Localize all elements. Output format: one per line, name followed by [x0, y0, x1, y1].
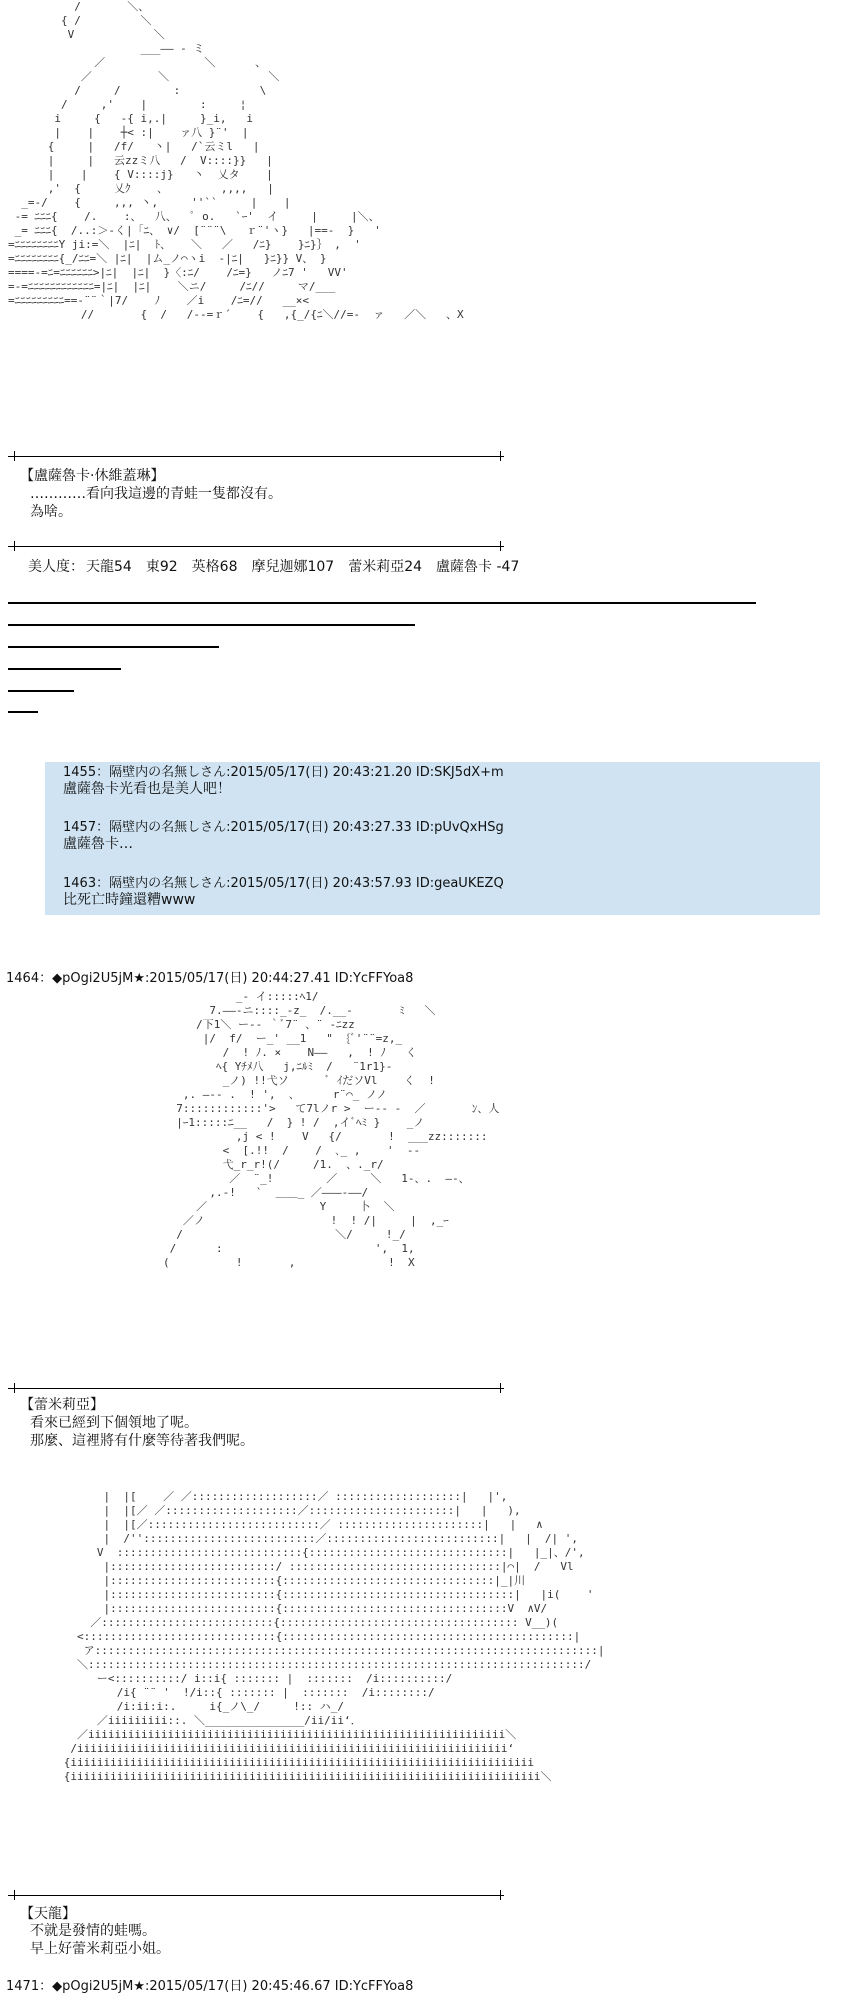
ascii-art-panel-1: / ＼、 { / ＼ V ＼ ___—— - ミ ／ ＼ 、 ／ ＼ ＼ / / : \ / ,' | : ¦ i { ‐{ i,.| }_i, i | | ┼< :| ァ八 }¨' | { | /f/ 丶| /`云ミl | | | 云zzミ八 / V::::}} | | | { V::::j} 丶 乂タ | ,' { 乂ｸ 、 ,,,, | _=‐/ { ,,, 丶, ''`` | | -= ﾆﾆﾆ{ /. :、 八、 ﾟ o. `ｰ' イ | |＼、 _= ﾆﾆﾆ{ /..:＞‐く|「ﾆ、 ∨/ [¨¨¨\ ｒ¨'ヽ} |==‐ } ' =ﾆﾆﾆﾆﾆﾆﾆﾆY ji:=＼ |ﾆ| ﾄ、 ＼ ／ /ﾆ} }ﾆ}｝ , ' =ﾆﾆﾆﾆﾆﾆﾆﾆ{_/ﾆﾆ=＼ |ﾆ| |ム_ノ⌒ヽi ‐|ﾆ| }ﾆ}} V、 } ====‐=ﾆ=ﾆﾆﾆﾆﾆﾆ>|ﾆ| |ﾆ| }〈:ﾆ/ /ﾆ=} ノﾆ7 ' VV' =‐=ﾆﾆﾆﾆﾆﾆﾆﾆﾆﾆﾆﾆ=|ﾆ| |ﾆ| ＼ニ/ /ﾆ// マ/___ =ﾆﾆﾆﾆﾆﾆﾆﾆﾆ==‐¨¨｀|7/ ﾉ ／i /ﾆ=// __×< // { / /‐‐=ｒ´ { ,{_/{ﾆ＼//=‐ ァ ／＼ 、X: [8, 0, 464, 321]
divider-tick-left: [14, 541, 15, 551]
divider-tick-left: [14, 451, 15, 461]
speaker-label: 【盧薩魯卡·休維蓋琳】: [20, 468, 165, 484]
graph-bar: [8, 602, 756, 604]
graph-bar: [8, 646, 219, 648]
graph-bar: [8, 668, 121, 670]
panel-divider: [8, 546, 504, 547]
stat-tianlong: 天龍54: [86, 559, 132, 575]
stat-dong: 東92: [145, 559, 178, 575]
comment-header: 1463：隔壁内の名無しさん:2015/05/17(日) 20:43:57.93 ID:geaUKEZQ: [63, 876, 504, 891]
dialogue-line: 早上好蕾米莉亞小姐。: [30, 1941, 170, 1957]
stat-morgana: 摩兒迦娜107: [251, 559, 335, 575]
stat-remilia: 蕾米莉亞24: [348, 559, 423, 575]
comment-body: 盧薩魯卡光看也是美人吧！: [63, 781, 231, 797]
speaker-label: 【蕾米莉亞】: [20, 1397, 104, 1413]
panel-divider: [8, 1895, 504, 1896]
dialogue-line: 不就是發情的蛙嗎。: [30, 1923, 156, 1939]
post-header: 1464：◆pOgi2U5jM★:2015/05/17(日) 20:44:27.41 ID:YcFFYoa8: [6, 971, 414, 986]
stat-label: 美人度：: [28, 559, 84, 575]
panel-divider: [8, 456, 504, 457]
post-header: 1471：◆pOgi2U5jM★:2015/05/17(日) 20:45:46.67 ID:YcFFYoa8: [6, 1979, 414, 1994]
speaker-label: 【天龍】: [20, 1906, 76, 1922]
ascii-art-remilia: _- イ:::::ﾍ1/ 7.――-ニ::::_-z_ /.__- ﾐ ＼ /下1＼ ー-- ｀ﾞ7¨ 、¨ ‐ﾆzz |/ f/ ー_' __1 " {ﾞ'¨¨=z,_ / ! ﾉ. × N―― , ! ﾉ く ﾍ{ Yﾁﾒ八 j,ﾆﾙﾐ / ¨1r1}‐ _ノ) !!弋ソ ﾞ ｲだソVl く ! ,. ―‐- . ! ', 、 r¨⌒_ ノノ 7::::::::::::'> て7lノr > ー-- - ／ ﾝ、人 |ｰ1:::::ﾆ__ / } ! / ,イﾞﾍﾐ } _ノ ,j < ! V {/ ! ___zz::::::: < [.!! / / ､_ , ' -- 弋_r_r!(/ /1. 、._r/ ／ ¨_! ／ ＼ 1-、. ―‐、 ,.-! ` ＿＿_ ／―――‐――/ ／ Y 卜 ＼ ／ノ ! ! /| | ,_ｰ / ＼/ !_/ / : ', 1, ( ! , ! X: [162, 990, 500, 1269]
divider-tick-right: [500, 1890, 501, 1900]
stat-lusaluka: 盧薩魯卡 -47: [436, 559, 520, 575]
comment-body: 比死亡時鐘還糟www: [63, 892, 196, 908]
dialogue-line: 看來已經到下個領地了呢。: [30, 1415, 198, 1431]
dialogue-line: …………看向我這邊的青蛙一隻都沒有。: [30, 486, 282, 502]
dialogue-line: 那麼、這裡將有什麼等待著我們呢。: [30, 1433, 254, 1449]
divider-tick-right: [500, 541, 501, 551]
comment-body: 盧薩魯卡…: [63, 836, 133, 852]
graph-bar: [8, 624, 415, 626]
graph-bar: [8, 711, 38, 713]
dialogue-line: 為啥。: [30, 504, 72, 520]
beauty-stats-line: [28, 558, 533, 576]
quoted-comments-block: [45, 762, 820, 915]
comment-header: 1455：隔壁内の名無しさん:2015/05/17(日) 20:43:21.20 ID:SKJ5dX+m: [63, 765, 504, 780]
divider-tick-right: [500, 451, 501, 461]
graph-bar: [8, 690, 74, 692]
divider-tick-right: [500, 1383, 501, 1393]
divider-tick-left: [14, 1890, 15, 1900]
stat-yingge: 英格68: [191, 559, 238, 575]
divider-tick-left: [14, 1383, 15, 1393]
panel-divider: [8, 1388, 504, 1389]
comment-header: 1457：隔壁内の名無しさん:2015/05/17(日) 20:43:27.33 ID:pUvQxHSg: [63, 820, 504, 835]
ascii-art-tianlong: | |[ ／ ／:::::::::::::::::::／ :::::::::::::::::::| |', | |[／ ／::::::::::::::::::::／::::::::::::::::::::::| | ), | |[／::::::::::::::::::::::::::／ ::::::::::::::::::::::| | ∧ | /''::::::::::::::::::::::::::／::::::::::::::::::::::::::| | /| ', V ::::::::::::::::::::::::::::{::::::::::::::::::::::::::::::| |_|、/', |:::::::::::::::::::::::::/ ::::::::::::::::::::::::::::::::|⌒| / Vl |:::::::::::::::::::::::::{::::::::::::::::::::::::::::::::|_|川 |:::::::::::::::::::::::::{:::::::::::::::::::::::::::::::::::| |i( ' |:::::::::::::::::::::::::{::::::::::::::::::::::::::::::::::V ∧V/ ／::::::::::::::::::::::::::{:::::::::::::::::::::::::::::::::::: V__)( <:::::::::::::::::::::::::::::{::::::::::::::::::::::::::::::::::::::::::::| ア::::::::::::::::::::::::::::::::::::::::::::::::::::::::::::::::::::::::::::| ＼:::::::::::::::::::::::::::::::::::::::::::::::::::::::::::::::::::::::::::/ ー<::::::::::/ i::i{ ::::::: | ::::::: /i::::::::::/ /i{ ¨¨ ' !/i::{ ::::::: | ::::::: /i::::::::/ /i:ii:i:. i{_ノ\_/ !:: ハ_/ ／iiiiiiiii::. ＼_______________/ii/ii‘． ／iiiiiiiiiiiiiiiiiiiiiiiiiiiiiiiiiiiiiiiiiiiiiiiiiiiiiiiiiiiiiii＼ /iiiiiiiiiiiiiiiiiiiiiiiiiiiiiiiiiiiiiiiiiiiiiiiiiiiiiiiiiiiiiiiii‘ {iiiiiiiiiiiiiiiiiiiiiiiiiiiiiiiiiiiiiiiiiiiiiiiiiiiiiiiiiiiiiiiiiiiiii {iiiiiiiiiiiiiiiiiiiiiiiiiiiiiiiiiiiiiiiiiiiiiiiiiiiiiiiiiiiiiiiiiiiiiii＼: [63, 1490, 605, 1783]
